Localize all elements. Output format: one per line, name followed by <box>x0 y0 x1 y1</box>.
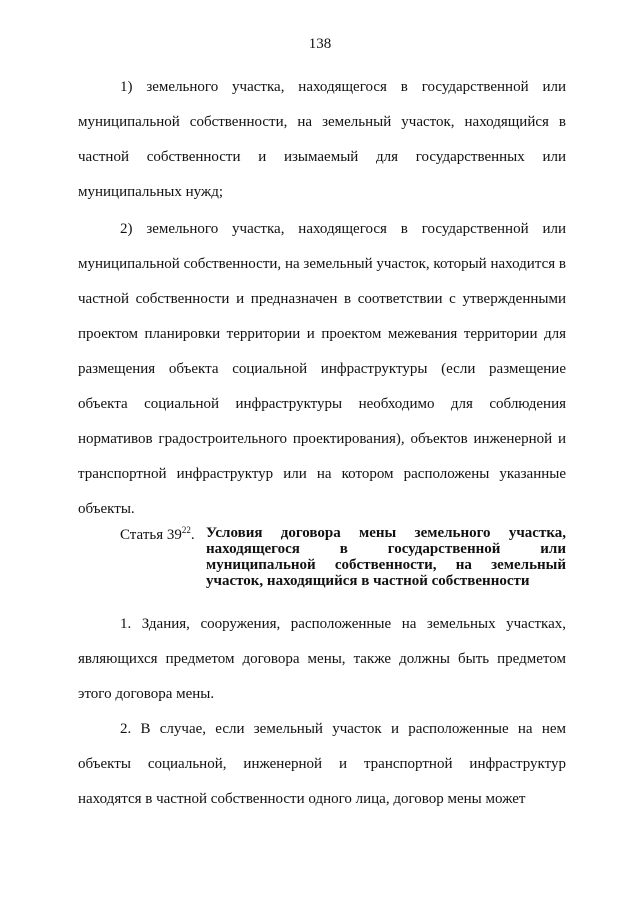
article-label <box>120 525 195 544</box>
paragraph-item-2: 2) земельного участка, находящегося в государственной или муниципальной собственности, на земельный участок, который находится в частной собственности и предназначен в соответствии с утвержденными проектом планировки территории и проектом межевания территории для размещения объекта социальной инфраструктуры (если размещение объекта социальной инфраструктуры необходимо для соблюдения нормативов градостроительного проектирования), объектов инженерной и транспортной инфраструктур или на котором расположены указанные объекты. <box>78 221 566 517</box>
article-label-suffix: . <box>190 527 195 543</box>
article-superscript: 22 <box>181 525 191 535</box>
paragraph-item-1: 1) земельного участка, находящегося в государственной или муниципальной собственности, на земельный участок, находящийся в частной собственности и изымаемый для государственных или муниципальных нужд; <box>78 79 566 200</box>
paragraph-clause-2: 2. В случае, если земельный участок и расположенные на нем объекты социальной, инженерной и транспортной инфраструктур находятся в частной собственности одного лица, договор мены может <box>78 721 566 807</box>
paragraph-clause-1: 1. Здания, сооружения, расположенные на земельных участках, являющихся предметом договора мены, также должны быть предметом этого договора мены. <box>78 616 566 702</box>
article-title: Условия договора мены земельного участка, находящегося в государственной или муниципальной собственности, на земельный участок, находящийся в частной собственности <box>206 525 566 589</box>
article-number: Статья 39 <box>120 527 182 543</box>
page-number: 138 <box>308 36 332 52</box>
